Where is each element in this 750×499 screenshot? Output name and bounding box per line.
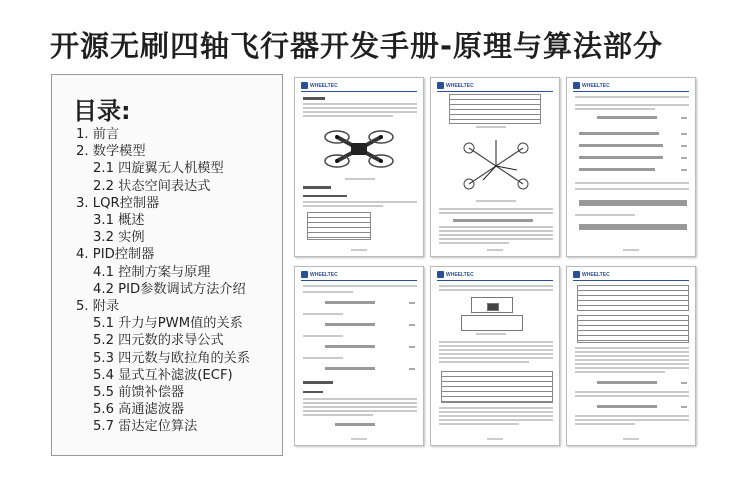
equation-number [409,346,415,348]
text-line [303,103,417,105]
equation-number [681,157,687,159]
text-line [575,104,689,106]
brand-logo-icon [437,271,444,278]
equation [325,301,375,304]
equation [325,367,375,370]
text-line [439,361,529,363]
text-line [575,363,689,365]
equation-number [681,133,687,135]
text-line [303,291,353,293]
text-line [303,398,417,400]
data-table [577,315,689,343]
text-line [303,285,417,287]
text-line [439,357,553,359]
page-number [623,249,639,251]
brand-logo-icon [437,82,444,89]
text-line [439,349,553,351]
block-diagram-node [487,303,499,311]
text-line [439,345,553,347]
equation-number [409,324,415,326]
equation-number [681,169,687,171]
equation-number [681,382,687,384]
table-of-contents-panel [51,74,283,456]
text-line [575,347,689,349]
page-preview-5 [430,266,560,446]
page-number [487,438,503,440]
page-preview-2 [430,77,560,257]
text-line [439,419,553,421]
toc-item: 3. LQR控制器 [76,195,160,211]
subsection-heading [303,195,347,197]
page-preview-1 [294,77,424,257]
toc-item: 5.4 显式互补滤波(ECF) [93,367,233,383]
toc-item: 4.2 PID参数调试方法介绍 [93,281,246,297]
text-line [575,423,635,425]
text-line [439,212,553,214]
text-line [439,208,553,210]
coordinate-frame-diagram [459,136,533,196]
text-line [575,182,689,184]
header-rule [437,91,553,92]
toc-item: 5.7 雷达定位算法 [93,419,198,435]
text-line [439,341,553,343]
equation [579,156,663,159]
section-heading [303,186,331,189]
text-line [439,234,553,236]
text-line [439,423,519,425]
subsection-heading [303,391,323,393]
caption-line [476,333,506,335]
text-line [303,313,343,315]
toc-item: 2.1 四旋翼无人机模型 [93,161,224,177]
equation [325,345,375,348]
text-line [439,285,553,287]
text-line [439,353,553,355]
text-line [575,395,689,397]
equation-number [681,145,687,147]
toc-item: 5.2 四元数的求导公式 [93,333,224,349]
equation [579,132,659,135]
header-rule [301,91,417,92]
data-table [441,371,553,403]
brand-logo-text: WHEELTEC [446,271,474,278]
text-line [439,238,553,240]
caption-line [476,200,516,202]
text-line [575,415,689,417]
equation [597,381,657,384]
page-header-logo [301,271,338,278]
text-line [575,351,689,353]
equation-number [409,368,415,370]
toc-item: 3.1 概述 [93,213,145,229]
text-line [575,188,689,190]
text-line [575,359,689,361]
text-line [575,367,689,369]
brand-logo-text: WHEELTEC [310,271,338,278]
toc-item: 2. 数学模型 [76,144,146,160]
equation [597,116,657,119]
toc-item: 5. 附录 [76,299,120,315]
text-line [303,410,417,412]
text-line [439,407,553,409]
data-table [449,94,541,124]
page-header-logo [437,82,474,89]
text-line [575,214,635,216]
equation-number [681,406,687,408]
page-header-logo [437,271,474,278]
equation [597,405,657,408]
page-preview-4 [294,266,424,446]
header-rule [437,280,553,281]
section-heading [303,97,325,100]
equation [579,144,663,147]
document-title: 开源无刷四轴飞行器开发手册-原理与算法部分 [50,29,664,63]
brand-logo-text: WHEELTEC [582,271,610,278]
caption-line [345,178,375,180]
text-line [303,406,417,408]
page-preview-6 [566,266,696,446]
toc-item: 1. 前言 [76,127,120,142]
matrix-equation [579,200,687,206]
equation-number [409,302,415,304]
text-line [303,357,343,359]
text-line [439,230,553,232]
text-line [439,226,553,228]
brand-logo-text: WHEELTEC [446,82,474,89]
text-line [303,335,343,337]
header-rule [301,280,417,281]
toc-list [76,126,250,436]
page-header-logo [573,82,610,89]
block-diagram-box [461,315,523,331]
equation [453,219,533,222]
header-rule [573,91,689,92]
toc-item: 3.2 实例 [93,230,145,246]
equation [325,323,375,326]
toc-item: 5.5 前馈补偿器 [93,385,185,401]
page-number [623,438,639,440]
equation [579,168,655,171]
caption-line [476,126,506,128]
page-number [351,249,367,251]
page-number [351,438,367,440]
text-line [575,371,665,373]
text-line [575,355,689,357]
toc-item: 4.1 控制方案与原理 [93,264,211,280]
text-line [303,205,383,207]
text-line [439,289,553,291]
text-line [575,96,689,98]
text-line [303,201,417,203]
page-preview-3 [566,77,696,257]
toc-item: 5.3 四元数与欧拉角的关系 [93,350,251,366]
equation [335,423,375,426]
page-header-logo [573,271,610,278]
brand-logo-text: WHEELTEC [310,82,338,89]
data-table [307,212,371,240]
toc-item: 5.1 升力与PWM值的关系 [93,316,243,332]
matrix-equation [579,224,687,230]
brand-logo-icon [573,271,580,278]
toc-item: 2.2 状态空间表达式 [93,178,211,194]
text-line [303,414,373,416]
text-line [439,411,553,413]
section-heading [303,381,333,384]
brand-logo-icon [301,271,308,278]
brand-logo-text: WHEELTEC [582,82,610,89]
text-line [303,115,393,117]
text-line [575,108,655,110]
text-line [439,415,553,417]
brand-logo-icon [573,82,580,89]
page-number [487,249,503,251]
toc-heading: 目录: [73,97,131,125]
equation-number [681,117,687,119]
text-line [303,111,417,113]
data-table [577,285,689,311]
header-rule [573,280,689,281]
brand-logo-icon [301,82,308,89]
text-line [575,391,689,393]
text-line [303,107,417,109]
text-line [303,402,417,404]
text-line [439,242,509,244]
page-header-logo [301,82,338,89]
text-line [575,419,689,421]
toc-item: 5.6 高通滤波器 [93,402,185,418]
toc-item: 4. PID控制器 [76,247,155,263]
quadcopter-drone-image [323,123,395,175]
